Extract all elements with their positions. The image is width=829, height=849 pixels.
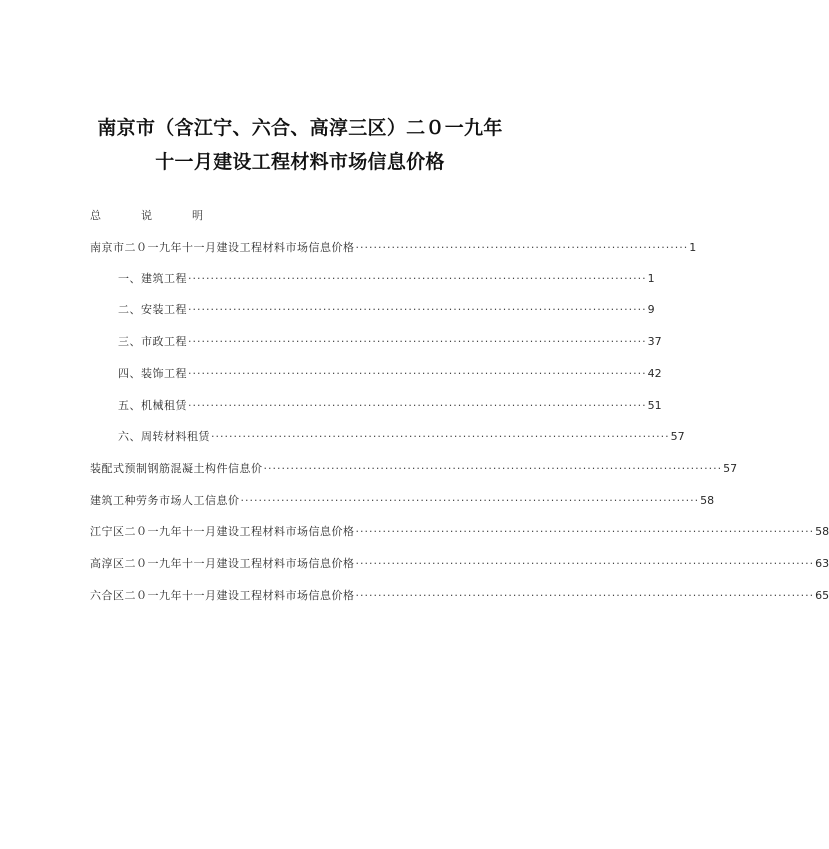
preface-heading-char: 说 [141, 209, 152, 222]
toc-entry-page: 58 [815, 525, 829, 538]
toc-dot-leader: ······································································································ [188, 272, 647, 285]
toc-entry-page: 51 [647, 399, 662, 412]
title-line-2: 十一月建设工程材料市场信息价格 [155, 151, 445, 173]
toc-entry-page: 37 [647, 335, 662, 348]
preface-heading-char: 明 [192, 209, 203, 222]
toc-entry-page: 57 [723, 462, 738, 475]
toc-entry[interactable] [90, 492, 715, 508]
toc-entry-page: 9 [647, 303, 655, 316]
toc-dot-leader: ······································································································ [188, 335, 647, 348]
toc-entry[interactable] [118, 365, 662, 381]
toc-entry-label: 高淳区二０一九年十一月建设工程材料市场信息价格 [90, 557, 355, 570]
toc-entry[interactable] [90, 460, 738, 476]
toc-dot-leader: ······································································································ [355, 525, 815, 538]
toc-entry-label: 南京市二０一九年十一月建设工程材料市场信息价格 [90, 241, 355, 254]
toc-entry[interactable] [90, 239, 697, 255]
toc-entry-label: 六合区二０一九年十一月建设工程材料市场信息价格 [90, 589, 355, 602]
toc-entry-label: 三、市政工程 [118, 335, 187, 348]
toc-entry-label: 建筑工种劳务市场人工信息价 [90, 494, 240, 507]
toc-entry-page: 1 [647, 272, 655, 285]
toc-entry-label: 四、装饰工程 [118, 367, 187, 380]
toc-entry-page: 42 [647, 367, 662, 380]
toc-entry-label: 装配式预制钢筋混凝土构件信息价 [90, 462, 263, 475]
preface-heading-char: 总 [90, 209, 101, 222]
toc-entry[interactable] [118, 301, 655, 317]
toc-entry-page: 58 [700, 494, 715, 507]
toc-dot-leader: ······································································································ [211, 430, 670, 443]
toc-entry-label: 一、建筑工程 [118, 272, 187, 285]
toc-entry[interactable] [118, 333, 662, 349]
toc-dot-leader: ······································································································ [240, 494, 700, 507]
toc-dot-leader: ······································································································ [188, 303, 647, 316]
toc-dot-leader: ······································································································ [188, 399, 647, 412]
toc-entry[interactable] [118, 397, 662, 413]
toc-entry-label: 五、机械租赁 [118, 399, 187, 412]
toc-entry-page: 57 [670, 430, 685, 443]
toc-entry-label: 江宁区二０一九年十一月建设工程材料市场信息价格 [90, 525, 355, 538]
toc-dot-leader: ·········································································· [355, 241, 689, 254]
toc-dot-leader: ······································································································ [355, 589, 815, 602]
toc-entry-page: 63 [815, 557, 829, 570]
toc-entry[interactable] [118, 270, 655, 286]
toc-entry[interactable] [90, 587, 829, 603]
toc-dot-leader: ······································································································ [263, 462, 723, 475]
toc-entry[interactable] [90, 555, 829, 571]
toc-dot-leader: ······································································································ [355, 557, 815, 570]
toc-entry[interactable] [90, 523, 829, 539]
toc-entry-page: 1 [689, 241, 697, 254]
title-line-1: 南京市（含江宁、六合、高淳三区）二０一九年 [97, 117, 503, 139]
toc-entry-label: 二、安装工程 [118, 303, 187, 316]
toc-entry-page: 65 [815, 589, 829, 602]
preface-heading[interactable] [90, 207, 203, 223]
toc-entry[interactable] [118, 428, 685, 444]
toc-dot-leader: ······································································································ [188, 367, 647, 380]
toc-entry-label: 六、周转材料租赁 [118, 430, 210, 443]
